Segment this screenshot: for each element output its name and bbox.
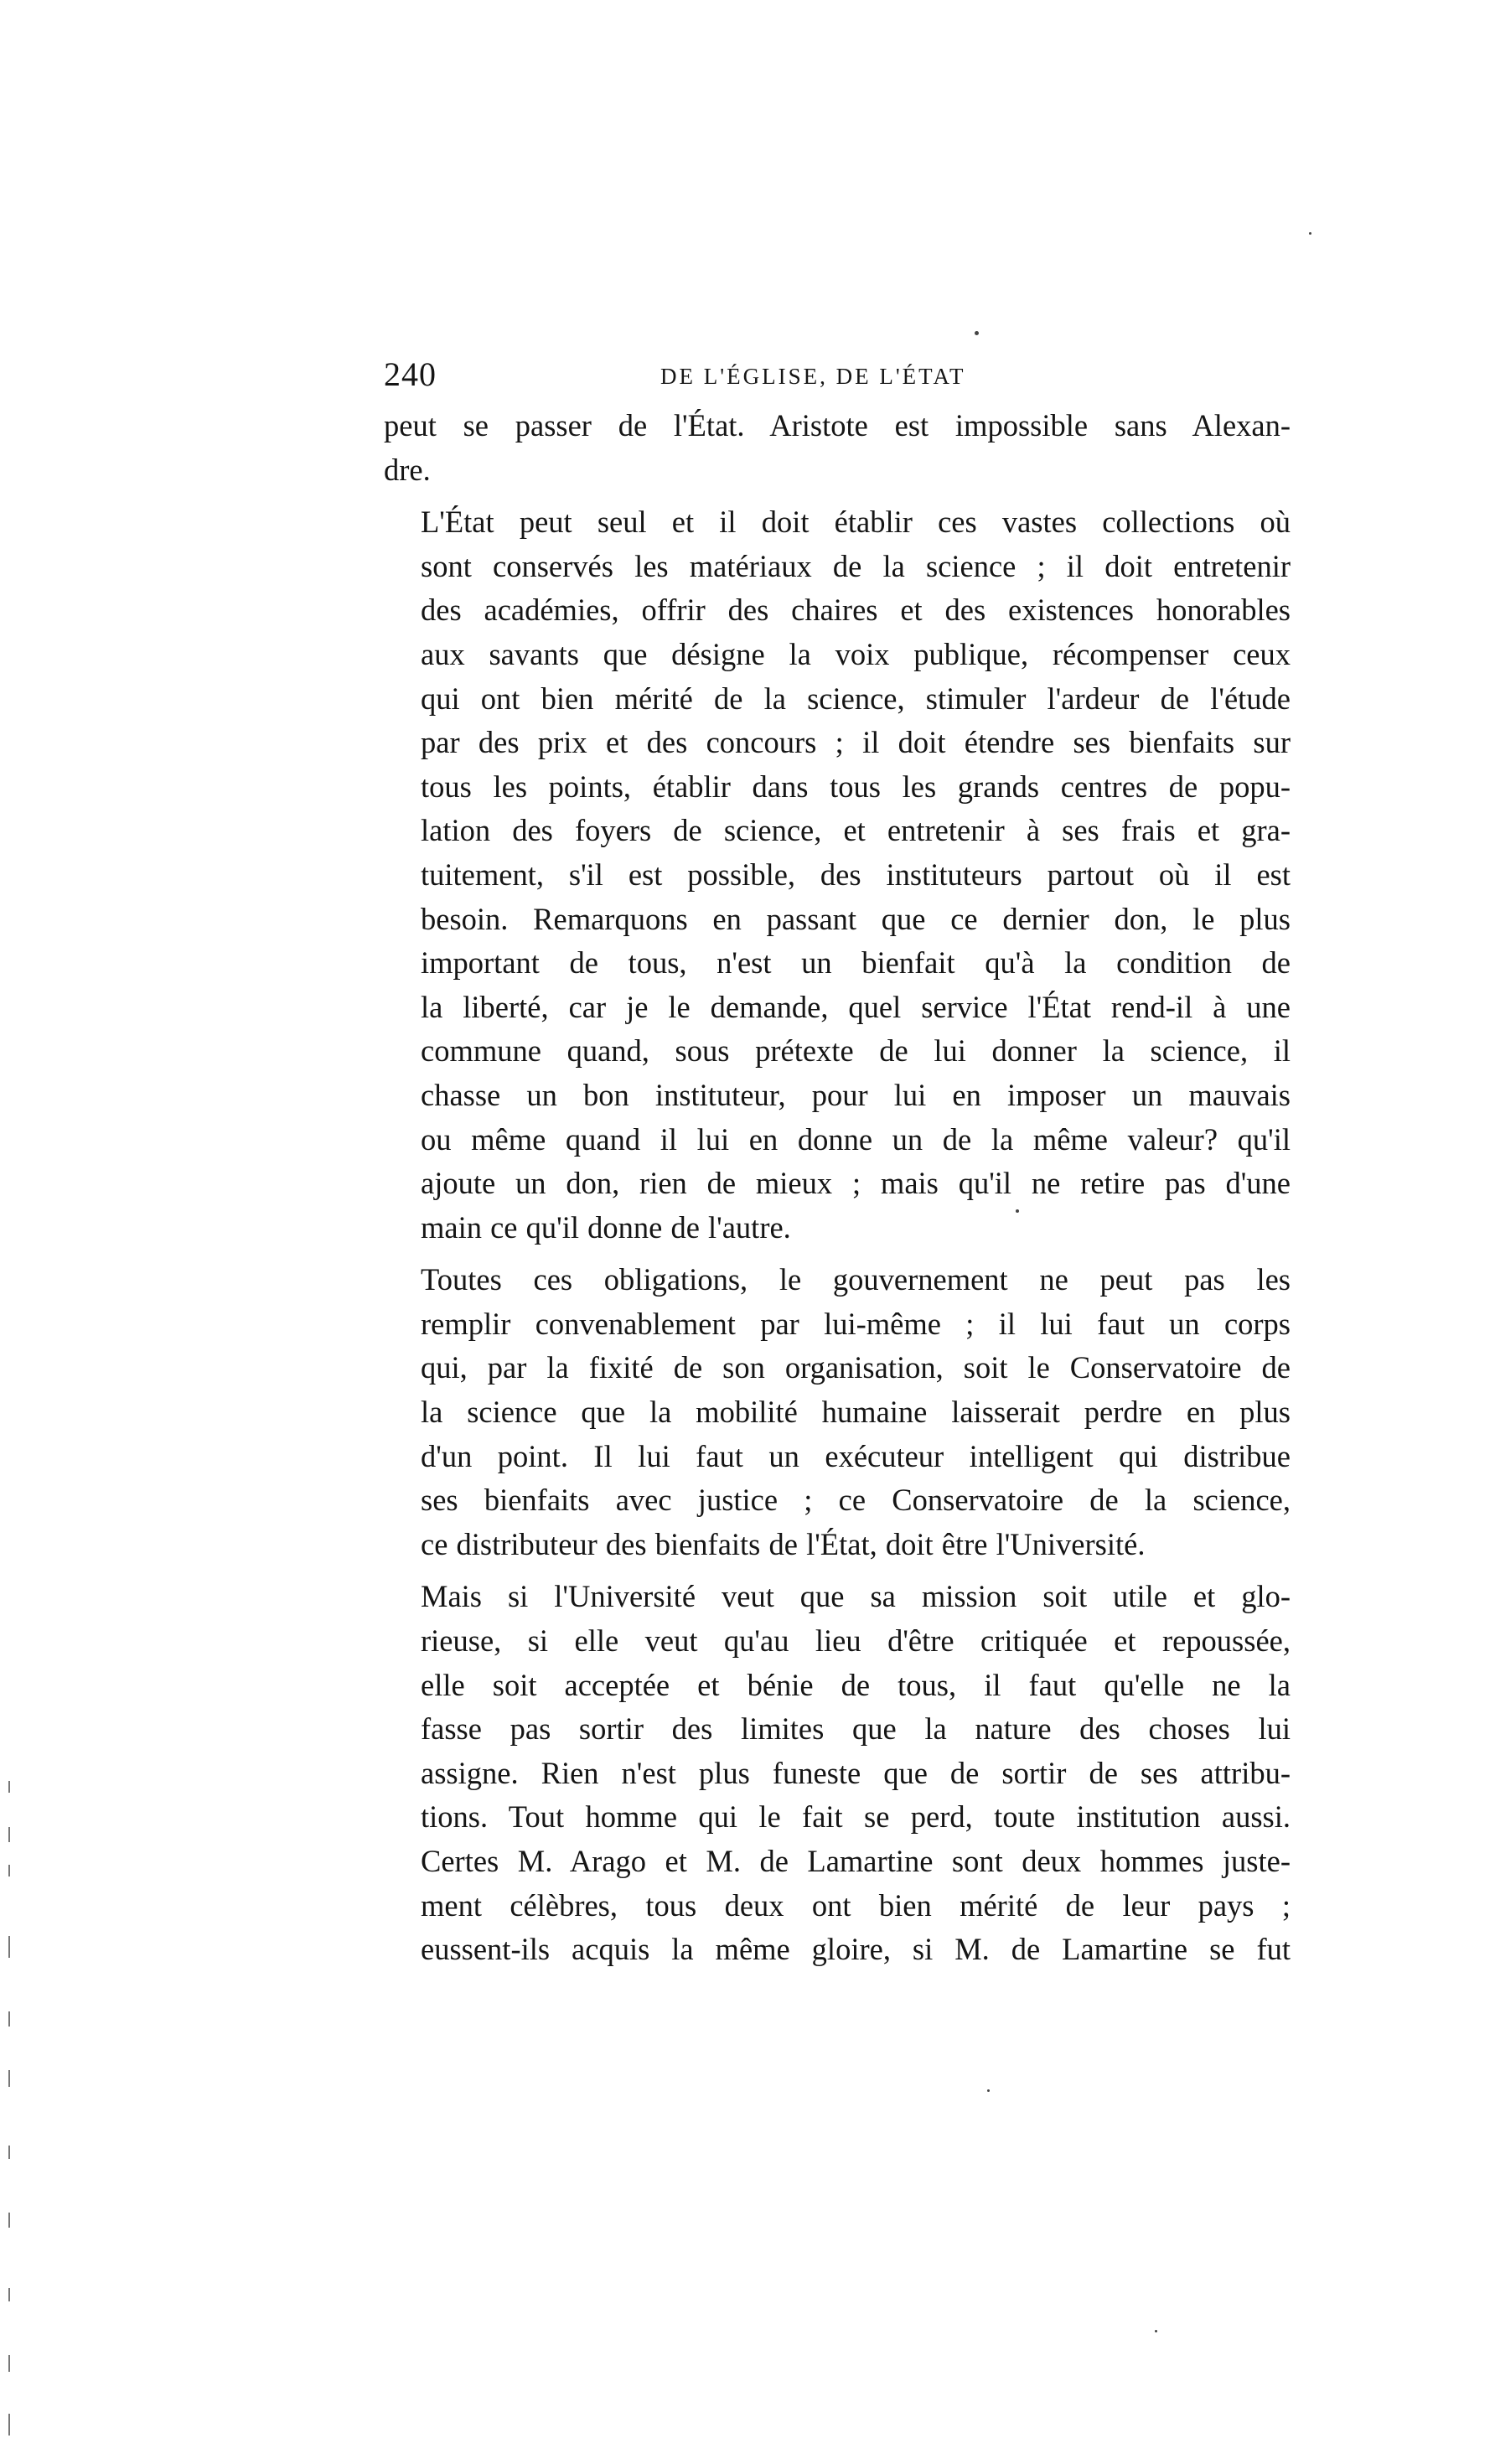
text-line: commune quand, sous prétexte de lui donner la science, il [421,1033,1291,1069]
text-line: Mais si l'Université veut que sa mission soit utile et glo- [421,1579,1291,1614]
text-line: qui, par la fixité de son organisation, soit le Conservatoire de [421,1350,1291,1385]
text-line: tous les points, établir dans tous les grands centres de popu- [421,769,1291,804]
text-line: assigne. Rien n'est plus funeste que de sortir de ses attribu- [421,1755,1291,1790]
text-line: tions. Tout homme qui le fait se perd, toute institution aussi. [421,1799,1291,1835]
text-line: rieuse, si elle veut qu'au lieu d'être critiquée et repoussée, [421,1623,1291,1659]
margin-mark [8,1865,10,1876]
text-line: dre. [384,452,431,487]
text-line: ce distributeur des bienfaits de l'État, doit être l'Université. [421,1526,1146,1561]
text-line: main ce qu'il donne de l'autre. [421,1209,791,1245]
text-line: peut se passer de l'État. Aristote est impossible sans Alexan- [384,408,1291,443]
text-line: chasse un bon instituteur, pour lui en imposer un mauvais [421,1077,1291,1112]
text-line: la science que la mobilité humaine laisserait perdre en plus [421,1395,1291,1430]
paragraph-2 [384,500,1291,1250]
margin-mark [8,2288,10,2301]
text-line: eussent-ils acquis la même gloire, si M. de Lamartine se fut [421,1932,1291,1967]
text-line: besoin. Remarquons en passant que ce dernier don, le plus [421,901,1291,936]
margin-mark [8,2213,10,2228]
text-line: ment célèbres, tous deux ont bien mérité de leur pays ; [421,1887,1291,1923]
margin-mark [8,2146,10,2159]
text-line: la liberté, car je le demande, quel service l'État rend-il à une [421,989,1291,1024]
text-line: L'État peut seul et il doit établir ces vastes collections où [421,505,1291,540]
text-line: ajoute un don, rien de mieux ; mais qu'il ne retire pas d'une [421,1166,1291,1201]
margin-mark [8,2414,10,2436]
text-line: elle soit acceptée et bénie de tous, il faut qu'elle ne la [421,1667,1291,1702]
paragraph-4 [384,1575,1291,1971]
text-line: lation des foyers de science, et entretenir à ses frais et gra- [421,813,1291,848]
page-header [384,354,1291,396]
scan-speck [1309,232,1311,235]
text-line: remplir convenablement par lui-même ; il lui faut un corps [421,1306,1291,1341]
text-line: d'un point. Il lui faut un exécuteur intelligent qui distribue [421,1438,1291,1473]
text-line: important de tous, n'est un bienfait qu'à la condition de [421,945,1291,981]
margin-mark [8,2070,10,2087]
paragraph-1 [384,404,1291,492]
body-text [384,404,1291,1980]
scan-speck [1155,2330,1157,2332]
text-line: Toutes ces obligations, le gouvernement ne peut pas les [421,1262,1291,1297]
scan-speck [975,331,979,335]
page-number: 240 [384,355,437,393]
text-line: par des prix et des concours ; il doit étendre ses bienfaits sur [421,725,1291,760]
margin-mark [8,2011,10,2027]
text-line: qui ont bien mérité de la science, stimuler l'ardeur de l'étude [421,681,1291,716]
text-line: tuitement, s'il est possible, des instituteurs partout où il est [421,857,1291,892]
running-head: DE L'ÉGLISE, DE L'ÉTAT [660,364,966,389]
text-line: sont conservés les matériaux de la science ; il doit entretenir [421,548,1291,583]
text-line: des académies, offrir des chaires et des existences honorables [421,593,1291,628]
text-line: ou même quand il lui en donne un de la même valeur? qu'il [421,1121,1291,1157]
scan-speck [987,2089,990,2092]
margin-mark [8,2355,10,2372]
margin-mark [8,1781,10,1793]
scan-speck [1016,1209,1019,1213]
text-line: fasse pas sortir des limites que la nature des choses lui [421,1711,1291,1747]
margin-mark [8,1827,10,1842]
text-line: aux savants que désigne la voix publique, récompenser ceux [421,636,1291,671]
text-line: Certes M. Arago et M. de Lamartine sont deux hommes juste- [421,1844,1291,1878]
paragraph-3 [384,1258,1291,1566]
text-line: ses bienfaits avec justice ; ce Conservatoire de la science, [421,1483,1291,1518]
margin-mark [8,1936,10,1958]
